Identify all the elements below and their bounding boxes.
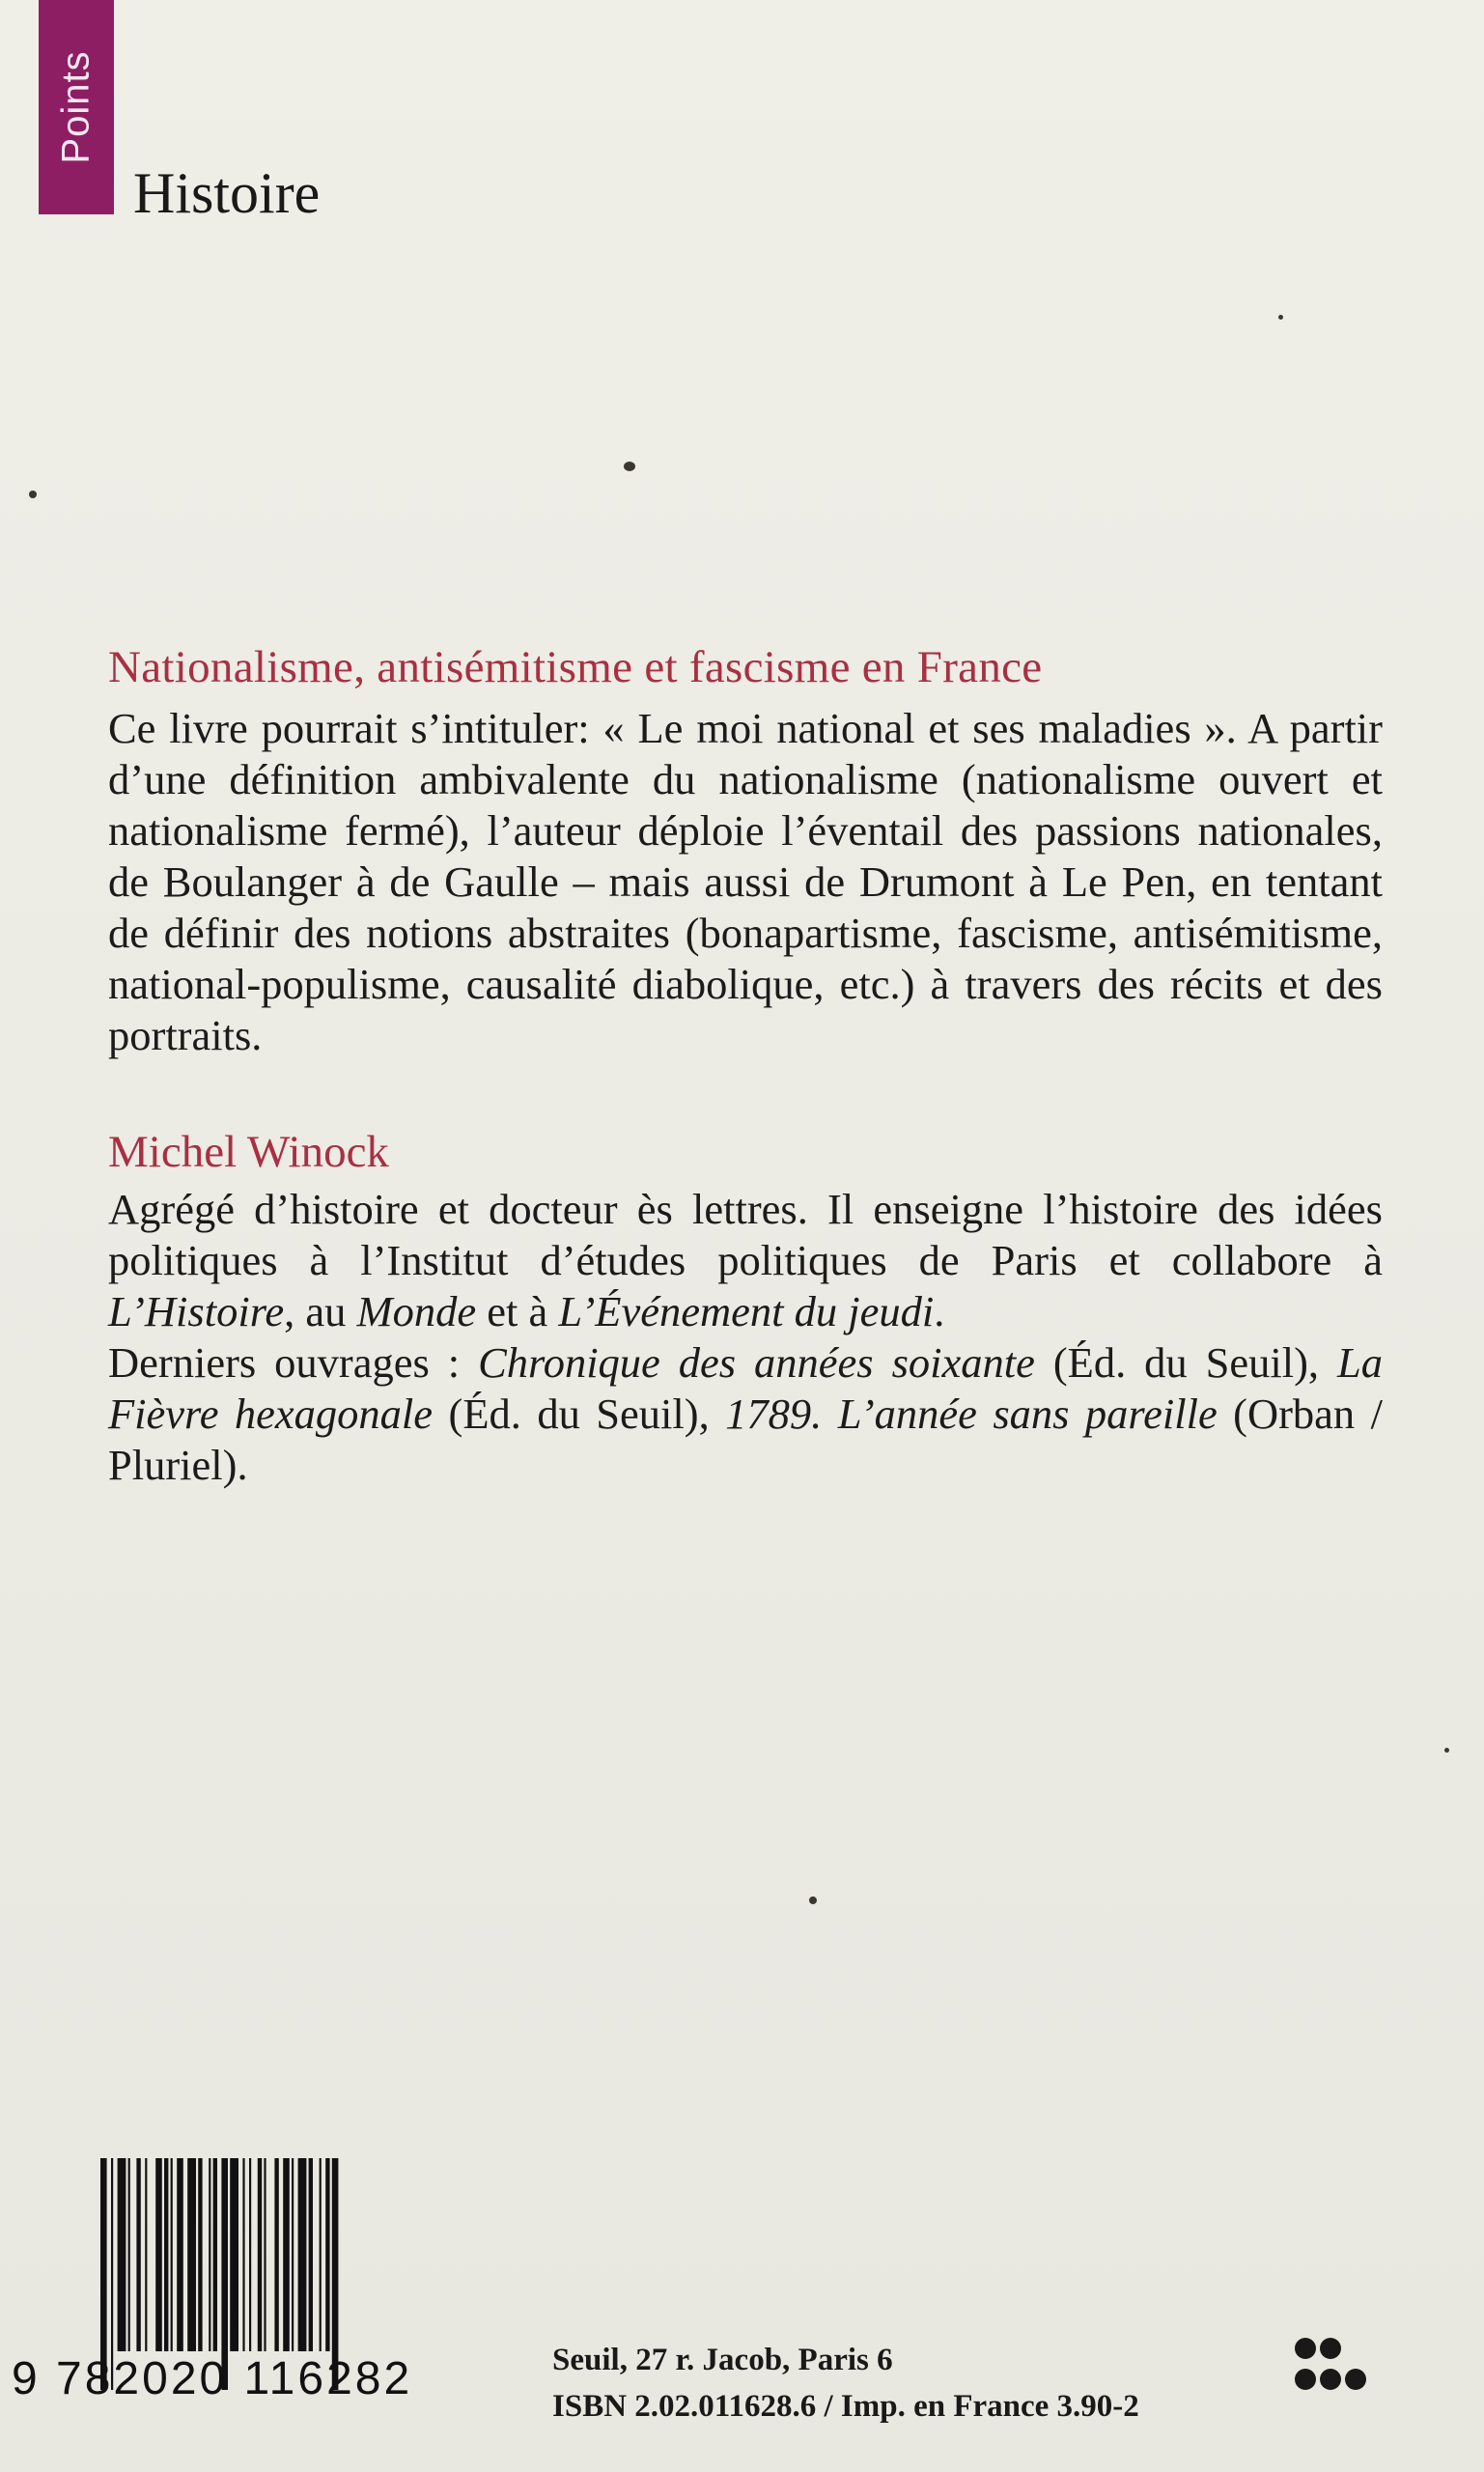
publisher-address: Seuil, 27 r. Jacob, Paris 6 [552, 2343, 893, 2377]
bio-end: . [934, 1287, 945, 1335]
barcode-bar [136, 2158, 140, 2351]
bio-separator: et à [476, 1287, 559, 1335]
barcode-bar [298, 2158, 307, 2351]
work-publisher: (Éd. du Seuil), [1034, 1338, 1337, 1387]
barcode-bar [155, 2158, 162, 2351]
barcode-bar [320, 2158, 322, 2351]
author-bio-paragraph [108, 1184, 1383, 1337]
barcode-bar [187, 2158, 196, 2351]
work-title: La Fièvre hexagonale [108, 1338, 1383, 1438]
publisher-info [552, 2337, 1139, 2430]
collection-tab [39, 0, 114, 214]
work-title: 1789. L’année sans pareille [725, 1390, 1218, 1438]
barcode-bar [171, 2158, 173, 2351]
print-speck [1278, 315, 1283, 320]
barcode-bar [249, 2158, 251, 2351]
barcode-digits: 9 782020 116282 [12, 2353, 413, 2404]
print-speck [624, 462, 635, 471]
work-title: Chronique des années soixante [478, 1338, 1035, 1387]
bio-intro: Agrégé d’histoire et docteur ès lettres. Il enseigne l’histoire des idées politiques à l’Institut d’études politiques de Paris et collabore à [108, 1185, 1383, 1284]
barcode-bar [177, 2158, 183, 2351]
barcode-bar [258, 2158, 262, 2351]
barcode-bar [325, 2158, 329, 2351]
work-publisher: (Éd. du Seuil), [433, 1390, 726, 1438]
recent-works-label: Derniers ouvrages : [108, 1338, 479, 1387]
collection-label: Points [54, 50, 98, 164]
bio-publication: L’Événement du jeudi [558, 1287, 935, 1335]
bio-separator: , au [284, 1287, 357, 1335]
print-speck [1444, 1748, 1449, 1753]
barcode-bar [230, 2158, 238, 2351]
barcode-bar [213, 2158, 217, 2351]
recent-works [108, 1337, 1383, 1491]
barcode-bar [209, 2158, 210, 2351]
print-speck [809, 1896, 817, 1904]
barcode-bar [164, 2158, 168, 2351]
print-speck [29, 491, 37, 498]
series-name: Histoire [133, 161, 321, 225]
author-name: Michel Winock [108, 1127, 389, 1177]
author-bio [108, 1184, 1383, 1491]
isbn-line: ISBN 2.02.011628.6 / Imp. en France 3.90-2 [552, 2389, 1139, 2424]
barcode-bar [198, 2158, 202, 2351]
barcode-bar [264, 2158, 266, 2351]
barcode-bar [145, 2158, 147, 2351]
seuil-logo-icon [1292, 2335, 1385, 2404]
barcode-bar [128, 2158, 130, 2351]
barcode-bar [118, 2158, 126, 2351]
book-title: Nationalisme, antisémitisme et fascisme en France [108, 642, 1043, 692]
bio-publication: L’Histoire [108, 1287, 285, 1335]
barcode-bar [274, 2158, 278, 2351]
barcode-bar [242, 2158, 244, 2351]
barcode-bar [309, 2158, 313, 2351]
barcode-bar [283, 2158, 290, 2351]
work-publisher: (Orban / Pluriel). [108, 1390, 1383, 1489]
barcode-bar [292, 2158, 294, 2351]
bio-publication: Monde [356, 1287, 477, 1335]
book-blurb: Ce livre pourrait s’intituler: « Le moi national et ses maladies ». A partir d’une définition ambivalente du nationalisme (nationalisme ouvert et nationalisme fermé), l’auteur déploie l’éventail des passions nationales, de Boulanger à de Gaulle – mais aussi de Drumont à Le Pen, en tentant de définir des notions abstraites (bonapartisme, fascisme, antisémitisme, national-populisme, causalité diabolique, etc.) à travers des récits et des portraits. [108, 704, 1383, 1059]
